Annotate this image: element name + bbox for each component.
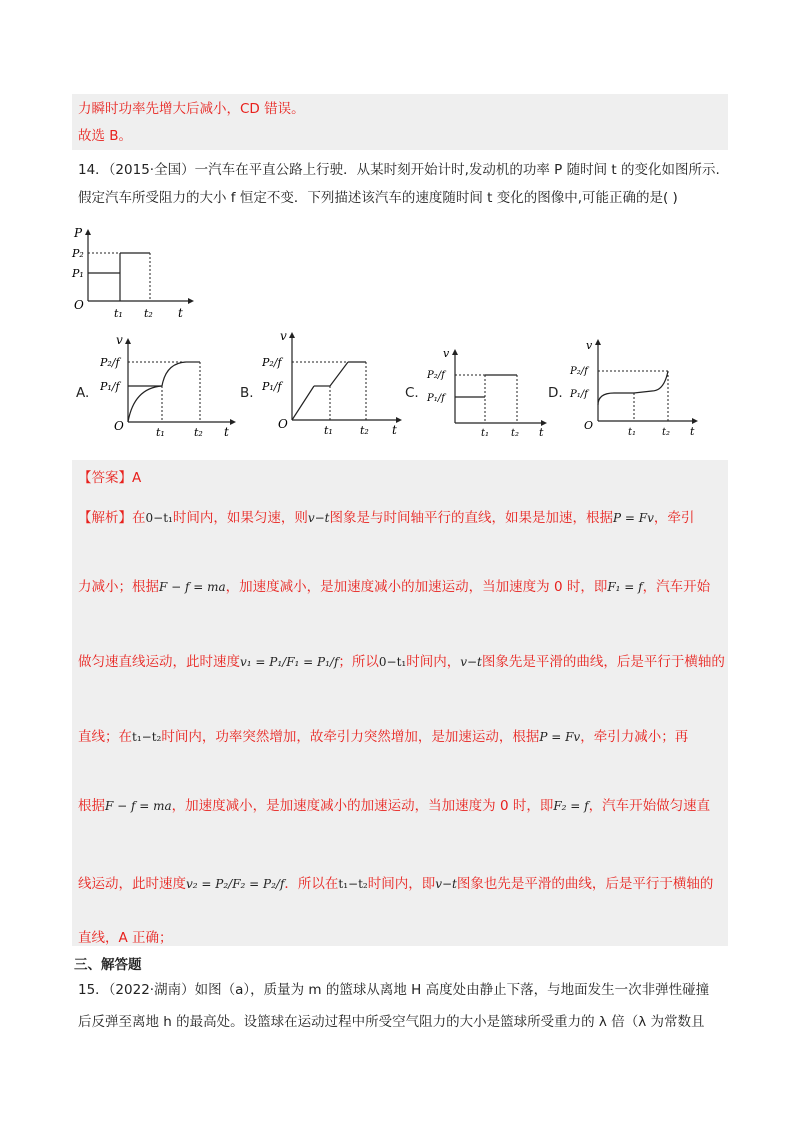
- svg-text:t₁: t₁: [156, 426, 165, 439]
- answer-value: A: [132, 470, 142, 486]
- answer-tag: 【答案】: [78, 470, 132, 486]
- option-a-graph[interactable]: [100, 330, 240, 440]
- svg-text:t₁: t₁: [324, 424, 333, 437]
- option-b-graph[interactable]: [262, 328, 402, 438]
- pt-x-axis-label: t: [178, 306, 183, 320]
- pt-y-axis-label: P: [74, 226, 83, 240]
- previous-line-2: 故选 B。: [78, 128, 133, 144]
- svg-text:t₁: t₁: [481, 428, 490, 439]
- option-d-graph[interactable]: [568, 335, 708, 440]
- pt-t2-label: t₂: [144, 307, 153, 320]
- svg-text:P₂/f: P₂/f: [100, 356, 120, 369]
- analysis-row-5: 根据F − f = ma，加速度减小，是加速度减小的加速运动，当加速度为 0 时，即F₂ = f，汽车开始做匀速直: [78, 798, 711, 814]
- svg-text:O: O: [584, 419, 594, 432]
- pt-p2-label: P₂: [72, 247, 84, 260]
- svg-text:P₁/f: P₁/f: [262, 380, 282, 393]
- answer-line: [78, 468, 141, 488]
- analysis-row-1: 【解析】在0−t₁时间内，如果匀速，则v−t图象是与时间轴平行的直线，如果是加速，根据P = Fv，牵引: [78, 510, 695, 526]
- svg-text:P₂/f: P₂/f: [570, 366, 588, 377]
- analysis-row-6: 线运动，此时速度v₂ = P₂/F₂ = P₂/f．所以在t₁−t₂时间内，即v−t图象也先是平滑的曲线，后是平行于横轴的: [78, 876, 714, 892]
- analysis-row-7: 直线，A 正确；: [78, 930, 173, 946]
- svg-text:t: t: [539, 426, 544, 439]
- previous-line-1: 力瞬时功率先增大后减小，CD 错误。: [78, 101, 305, 117]
- option-c-graph[interactable]: [425, 345, 555, 440]
- pt-t1-label: t₁: [114, 307, 123, 320]
- svg-text:t: t: [392, 423, 397, 437]
- question-15-line-1: 15．（2022·湖南）如图（a），质量为 m 的篮球从离地 H 高度处由静止下落，与地面发生一次非弹性碰撞: [78, 982, 710, 998]
- analysis-row-4: 直线；在t₁−t₂时间内，功率突然增加，故牵引力突然增加，是加速运动，根据P = Fv，牵引力减小；再: [78, 729, 689, 745]
- option-c-label[interactable]: C.: [405, 385, 419, 401]
- svg-text:P₂/f: P₂/f: [427, 370, 445, 381]
- option-a-label[interactable]: A.: [76, 385, 90, 401]
- svg-text:O: O: [114, 419, 124, 433]
- svg-text:t₂: t₂: [511, 428, 520, 439]
- svg-text:P₁/f: P₁/f: [100, 380, 120, 393]
- svg-text:t₂: t₂: [360, 424, 369, 437]
- svg-text:t: t: [224, 425, 229, 439]
- svg-text:t₂: t₂: [194, 426, 203, 439]
- analysis-row-3: 做匀速直线运动，此时速度v₁ = P₁/F₁ = P₁/f；所以0−t₁时间内，v−t图象先是平滑的曲线，后是平行于横轴的: [78, 654, 725, 670]
- option-d-label[interactable]: D.: [548, 385, 563, 401]
- svg-text:P₁/f: P₁/f: [427, 393, 445, 404]
- pt-origin-label: O: [74, 298, 84, 312]
- svg-text:v: v: [586, 339, 593, 352]
- question-14-line-2: 假定汽车所受阻力的大小 f 恒定不变．下列描述该汽车的速度随时间 t 变化的图像中,可能正确的是( ): [78, 190, 678, 206]
- svg-text:t₂: t₂: [662, 427, 671, 438]
- question-15-line-2: 后反弹至离地 h 的最高处。设篮球在运动过程中所受空气阻力的大小是篮球所受重力的 λ 倍（λ 为常数且: [78, 1014, 705, 1030]
- question-14-line-1: 14．（2015·全国）一汽车在平直公路上行驶．从某时刻开始计时,发动机的功率 P 随时间 t 的变化如图所示.: [78, 162, 720, 178]
- svg-text:v: v: [280, 329, 287, 343]
- analysis-row-2: 力减小；根据F − f = ma，加速度减小，是加速度减小的加速运动，当加速度为 0 时，即F₁ = f，汽车开始: [78, 579, 711, 595]
- svg-text:t₁: t₁: [628, 427, 637, 438]
- svg-text:v: v: [443, 347, 450, 360]
- svg-text:t: t: [690, 425, 695, 438]
- svg-text:P₂/f: P₂/f: [262, 356, 282, 369]
- svg-text:O: O: [278, 417, 288, 431]
- power-time-graph: [70, 225, 200, 325]
- option-b-label[interactable]: B.: [240, 385, 254, 401]
- svg-text:v: v: [116, 333, 123, 347]
- pt-p1-label: P₁: [72, 267, 84, 280]
- section-3-title: 三、解答题: [74, 957, 142, 973]
- svg-text:P₁/f: P₁/f: [570, 389, 588, 400]
